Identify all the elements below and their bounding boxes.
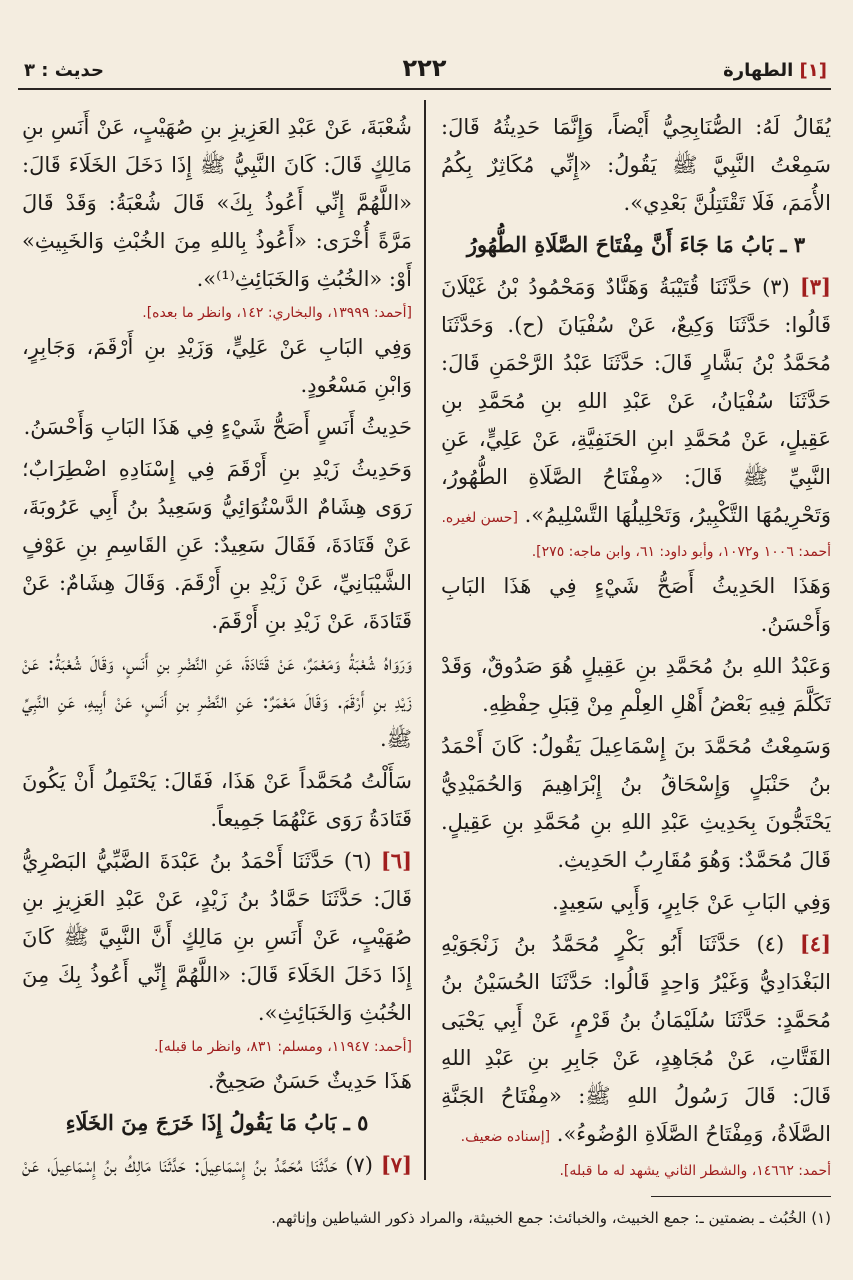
hadith-grade: [حسن لغيره.	[441, 510, 518, 526]
hadith-7	[22, 1146, 412, 1180]
chapter-5-title: ٥ ـ بَابُ مَا يَقُولُ إِذَا خَرَجَ مِنَ الخَلَاءِ	[65, 1110, 369, 1135]
left-column	[22, 108, 412, 1180]
chapter-title: الطهارة	[723, 60, 794, 81]
hadith-text: (٤) حَدَّثَنَا أَبُو بَكْرٍ مُحَمَّدُ بنُ زَنْجَوَيْهِ البَغْدَادِيُّ وَغَيْرُ وَاحِدٍ قَالُوا: حَدَّثَنَا الحُسَيْنُ بنُ مُحَمَّدٍ: حَدَّثَنَا سُلَيْمَانُ بنُ قَرْمٍ، عَنْ أَبِي يَحْيَى القَتَّاتِ، عَنْ مُجَاهِدٍ، عَنْ جَابِرِ بنِ عَبْدِ اللهِ قَالَ: قَالَ رَسُولُ اللهِ ﷺ: «مِفْتَاحُ الجَنَّةِ الصَّلَاةُ، وَمِفْتَاحُ الصَّلَاةِ الوُضُوءُ».	[441, 932, 831, 1146]
column-divider	[424, 100, 426, 1180]
paragraph: حَدِيثُ أَنَسٍ أَصَحُّ شَيْءٍ فِي هَذَا البَابِ وَأَحْسَنُ.	[23, 415, 412, 439]
hadith-number: [٣]	[799, 274, 831, 299]
hadith-text: (٣) حَدَّثَنَا قُتَيْبَةُ وَهَنَّادٌ وَمَحْمُودُ بْنُ غَيْلَانَ قَالُوا: حَدَّثَنَا وَكِيعٌ، عَنْ سُفْيَانَ (ح). وَحَدَّثَنَا مُحَمَّدُ بْنُ بَشَّارٍ قَالَ: حَدَّثَنَا عَبْدُ الرَّحْمَنِ قَالَ: حَدَّثَنَا سُفْيَانُ، عَنْ عَبْدِ اللهِ بنِ مُحَمَّدِ بنِ عَقِيلٍ، عَنْ مُحَمَّدِ ابنِ الحَنَفِيَّةِ، عَنْ عَلِيٍّ، عَنِ النَّبِيِّ ﷺ قَالَ: «مِفْتَاحُ الصَّلَاةِ الطُّهُورُ، وَتَحْرِيمُهَا التَّكْبِيرُ، وَتَحْلِيلُهَا التَّسْلِيمُ».	[441, 275, 831, 527]
right-column	[441, 108, 831, 1180]
paragraph: هَذَا حَدِيثٌ حَسَنٌ صَحِيحٌ.	[207, 1069, 412, 1093]
hadith-4	[441, 925, 831, 1156]
hadith-text: (٧) حَدَّثَنَا مُحَمَّدُ بنُ إِسْمَاعِيلَ: حَدَّثَنَا مَالِكُ بنُ إِسْمَاعِيلَ، عَنْ	[22, 1153, 373, 1177]
paragraph: سَأَلْتُ مُحَمَّداً عَنْ هَذَا، فَقَالَ: يَحْتَمِلُ أَنْ يَكُونَ قَتَادَةُ رَوَى عَنْهُمَا جَمِيعاً.	[22, 769, 412, 831]
hadith-reference: أحمد: ١٠٠٦ و١٠٧٢، وأبو داود: ٦١، وابن ماجه: ٢٧٥].	[531, 544, 831, 560]
paragraph: شُعْبَةَ، عَنْ عَبْدِ العَزِيزِ بنِ صُهَيْبٍ، عَنْ أَنَسِ بنِ مَالِكٍ قَالَ: كَانَ النَّبِيُّ ﷺ إِذَا دَخَلَ الخَلَاءَ قَالَ: «اللَّهُمَّ إِنِّي أَعُوذُ بِكَ» قَالَ شُعْبَةُ: وَقَدْ قَالَ مَرَّةً أُخْرَى: «أَعُوذُ بِاللهِ مِنَ الخُبْثِ وَالخَبِيثِ» أَوْ: «الخُبُثِ وَالخَبَائِثِ⁽¹⁾».	[22, 115, 412, 291]
hadith-text: (٦) حَدَّثَنَا أَحْمَدُ بنُ عَبْدَةَ الضَّبِّيُّ البَصْرِيُّ قَالَ: حَدَّثَنَا حَمَّادُ بنُ زَيْدٍ، عَنْ عَبْدِ العَزِيزِ بنِ صُهَيْبٍ، عَنْ أَنَسِ بنِ مَالِكٍ أَنَّ النَّبِيَّ ﷺ كَانَ إِذَا دَخَلَ الخَلَاءَ قَالَ: «اللَّهُمَّ إِنِّي أَعُوذُ بِكَ مِنَ الخُبُثِ وَالخَبَائِثِ».	[22, 849, 412, 1025]
chapter-3-title: ٣ ـ بَابُ مَا جَاءَ أَنَّ مِفْتَاحَ الصَّلَاةِ الطُّهُورُ	[466, 232, 806, 257]
page-number: ٢٢٢	[402, 54, 447, 82]
chapter-number: [١]	[799, 60, 827, 81]
hadith-number: [٦]	[380, 848, 412, 873]
footnote: (١) الخُبُث ـ بضمتين ـ: جمع الخبيث، والخبائث: جمع الخبيثة، والمراد ذكور الشياطين وإناثهم.	[271, 1209, 831, 1227]
hadith-reference: [أحمد: ١٣٩٩٩، والبخاري: ١٤٢، وانظر ما بعده].	[142, 305, 412, 321]
hadith-counter: حديث : ٣	[24, 60, 104, 81]
hadith-number: [٧]	[380, 1152, 412, 1177]
paragraph: وَفِي البَابِ عَنْ جَابِرٍ، وَأَبِي سَعِيدٍ.	[552, 890, 831, 914]
hadith-number: [٤]	[799, 931, 831, 956]
running-header	[18, 56, 831, 90]
paragraph: يُقَالُ لَهُ: الصُّنَابِحِيُّ أَيْضاً، وَإِنَّمَا حَدِيثُهُ قَالَ: سَمِعْتُ النَّبِيَّ ﷺ يَقُولُ: «إِنِّي مُكَاثِرٌ بِكُمُ الأُمَمَ، فَلَا تَقْتَتِلُنَّ بَعْدِي».	[441, 115, 831, 215]
paragraph: وَعَبْدُ اللهِ بنُ مُحَمَّدِ بنِ عَقِيلٍ هُوَ صَدُوقٌ، وَقَدْ تَكَلَّمَ فِيهِ بَعْضُ أَهْلِ العِلْمِ مِنْ قِبَلِ حِفْظِهِ.	[441, 654, 831, 716]
hadith-3	[441, 268, 831, 537]
paragraph: وَرَوَاهُ شُعْبَةُ وَمَعْمَرٌ، عَنْ قَتَادَةَ، عَنِ النَّضْرِ بنِ أَنَسٍ، وَقَالَ شُعْبَةُ: عَنْ زَيْدِ بنِ أَرْقَمَ. وَقَالَ مَعْمَرٌ: عَنِ النَّضْرِ بنِ أَنَسٍ، عَنْ أَبِيهِ، عَنِ النَّبِيِّ ﷺ.	[22, 651, 412, 751]
paragraph: وَفِي البَابِ عَنْ عَلِيٍّ، وَزَيْدِ بنِ أَرْقَمَ، وَجَابِرٍ، وَابْنِ مَسْعُودٍ.	[22, 335, 412, 397]
hadith-reference: أحمد: ١٤٦٦٢، والشطر الثاني يشهد له ما قبله].	[559, 1163, 831, 1179]
hadith-grade: [إسناده ضعيف.	[460, 1129, 551, 1145]
hadith-reference: [أحمد: ١١٩٤٧، ومسلم: ٨٣١، وانظر ما قبله].	[154, 1039, 412, 1055]
hadith-6	[22, 842, 412, 1032]
paragraph: وَحَدِيثُ زَيْدِ بنِ أَرْقَمَ فِي إِسْنَادِهِ اضْطِرَابٌ؛ رَوَى هِشَامٌ الدَّسْتُوَائِيُّ وَسَعِيدُ بنُ أَبِي عَرُوبَةَ، عَنْ قَتَادَةَ، فَقَالَ سَعِيدٌ: عَنِ القَاسِمِ بنِ عَوْفٍ الشَّيْبَانِيِّ، عَنْ زَيْدِ بنِ أَرْقَمَ. وَقَالَ هِشَامٌ: عَنْ قَتَادَةَ، عَنْ زَيْدِ بنِ أَرْقَمَ.	[22, 457, 412, 633]
footnote-rule	[651, 1196, 831, 1197]
paragraph: وَسَمِعْتُ مُحَمَّدَ بنَ إِسْمَاعِيلَ يَقُولُ: كَانَ أَحْمَدُ بنُ حَنْبَلٍ وَإِسْحَاقُ بنُ إِبْرَاهِيمَ وَالحُمَيْدِيُّ يَحْتَجُّونَ بِحَدِيثِ عَبْدِ اللهِ بنِ مُحَمَّدِ بنِ عَقِيلٍ. قَالَ مُحَمَّدٌ: وَهُوَ مُقَارِبُ الحَدِيثِ.	[441, 734, 831, 872]
paragraph: وَهَذَا الحَدِيثُ أَصَحُّ شَيْءٍ فِي هَذَا البَابِ وَأَحْسَنُ.	[441, 574, 831, 636]
